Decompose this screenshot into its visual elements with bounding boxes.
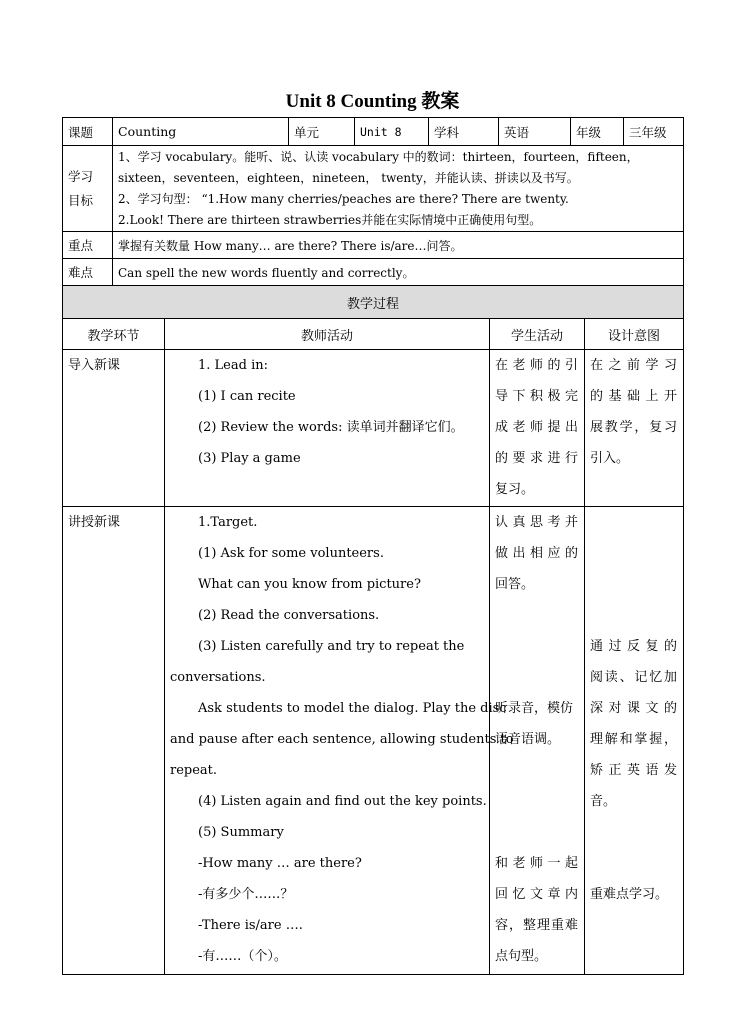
design-intent-new: 通过反复的 阅读、记忆加 深对课文的 理解和掌握， 矫正英语发 音。 重难点学习。 (585, 507, 684, 975)
difficulty-label: 难点 (63, 259, 113, 286)
col-teacher-header: 教师活动 (165, 319, 490, 350)
teacher-line: 1. Lead in: (198, 358, 268, 373)
goals-label: 学习 目标 (63, 146, 113, 232)
unit-label: 单元 (289, 118, 355, 146)
teacher-line: (2) Review the words: 读单词并翻译它们。 (198, 420, 464, 435)
col-student-header: 学生活动 (490, 319, 585, 350)
key-value: 掌握有关数量 How many… are there? There is/are…问答。 (113, 232, 684, 259)
subject-value: 英语 (499, 118, 571, 146)
difficulty-value: Can spell the new words fluently and correctly。 (113, 259, 684, 286)
student-activity-new: 认真思考并 做出相应的 回答。 听录音，模仿 语音语调。 和老师一起 回忆文章内 容，整理重难 点句型。 (490, 507, 585, 975)
lesson-info-table (62, 117, 684, 286)
student-activity-intro: 在老师的引 导下积极完 成老师提出 的要求进行 复习。 (490, 350, 585, 507)
subject-label: 学科 (429, 118, 499, 146)
col-stage-header: 教学环节 (63, 319, 165, 350)
goals-content (113, 146, 684, 232)
teaching-process-table (62, 285, 684, 975)
process-heading: 教学过程 (63, 286, 684, 319)
grade-value: 三年级 (624, 118, 684, 146)
goal-line: 2、学习句型： “1.How many cherries/peaches are there? There are twenty. (118, 191, 569, 206)
teacher-activity-intro (165, 350, 490, 507)
design-intent-intro: 在之前学习 的基础上开 展教学，复习 引入。 (585, 350, 684, 507)
teacher-activity-new: 1.Target. (1) Ask for some volunteers. What can you know from picture? (2) Read the conversations. (3) Listen carefully and try to repeat the conversations. Ask students to model the dialog. Play the disc and pause after each sentence, allowing students to repeat. (4) Listen again and find out the key points. (5) Summary -How many … are there? -有多少个……？ -There is/are …. -有……（个）。 (165, 507, 490, 975)
stage-intro: 导入新课 (63, 350, 165, 507)
course-label: 课题 (63, 118, 113, 146)
goal-line: 1、学习 vocabulary。能听、说、认读 vocabulary 中的数词：thirteen，fourteen，fifteen， (118, 149, 639, 164)
goal-line: 2.Look! There are thirteen strawberries并能在实际情境中正确使用句型。 (118, 212, 542, 227)
teacher-line: (1) I can recite (198, 389, 296, 404)
stage-new-lesson: 讲授新课 (63, 507, 165, 975)
key-label: 重点 (63, 232, 113, 259)
page-title: Unit 8 Counting 教案 (285, 91, 460, 112)
col-design-header: 设计意图 (585, 319, 684, 350)
teacher-line: (3) Play a game (198, 451, 301, 466)
goal-line: sixteen，seventeen，eighteen，nineteen， twenty，并能认读、拼读以及书写。 (118, 170, 579, 185)
course-value: Counting (113, 118, 289, 146)
unit-value: Unit 8 (355, 118, 429, 146)
grade-label: 年级 (571, 118, 624, 146)
